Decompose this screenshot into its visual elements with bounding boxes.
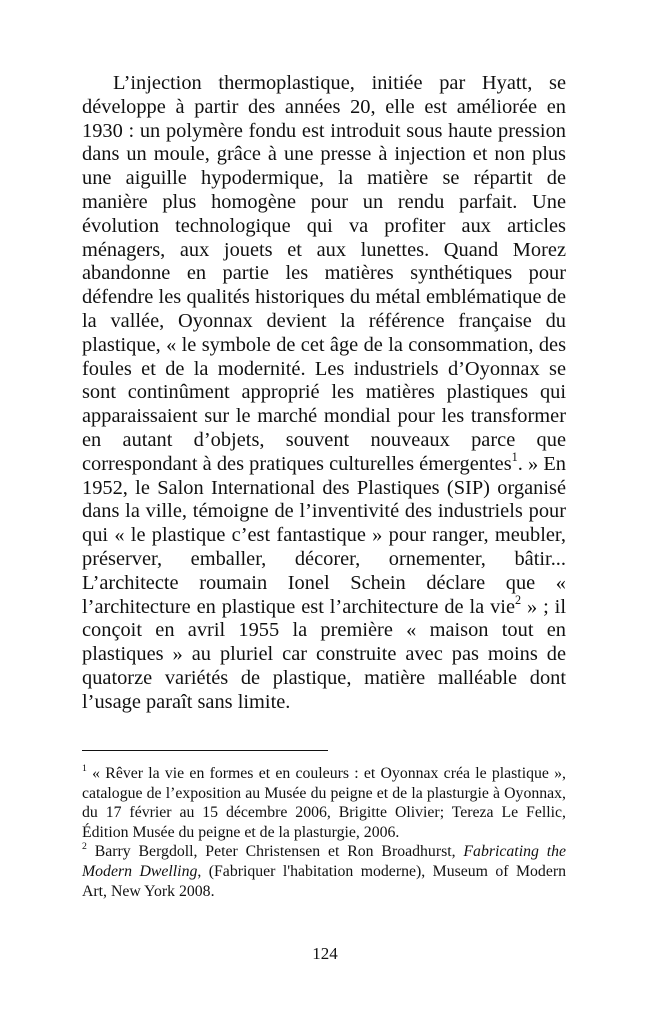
footnote-1-mark: 1 <box>82 763 87 775</box>
footnote-separator <box>82 750 328 751</box>
paragraph-text-part1: L’injection thermoplastique, initiée par Hyatt, se développe à partir des années 20, elle est améliorée en 1930 : un polymère fondu est introduit sous haute pression dans un moule, grâce à une presse à injection et non plus une aiguille hypodermique, la matière se répartit de manière plus homogène pour un rendu parfait. Une évolution technologique qui va profiter aux articles ménagers, aux jouets et aux lunettes. Quand Morez abandonne en partie les matières synthétiques pour défendre les qualités historiques du métal emblématique de la vallée, Oyonnax devient la référence française du plastique, « le symbole de cet âge de la consommation, des foules et de la modernité. Les industriels d’Oyonnax se sont continûment approprié les matières plastiques qui apparaissaient sur le marché mondial pour les transformer en autant d’objets, souvent nouveaux parce que correspondant à des pratiques culturelles émergentes <box>82 72 566 475</box>
footnote-2-title: Fabricating the Modern Dwelling <box>82 843 567 880</box>
paragraph-text-part2: . » En 1952, le Salon International des Plastiques (SIP) organisé dans la ville, témoigne de l’inventivité des industriels pour qui « le plastique c’est fantastique » pour ranger, meubler, préserver, emballer, décorer, ornementer, bâtir... L’architecte roumain Ionel Schein déclare que « l’architecture en plastique est l’architecture de la vie <box>82 452 566 618</box>
footnote-reference-1[interactable]: 1 <box>511 449 518 464</box>
footnote-1 <box>82 764 566 842</box>
body-paragraph <box>82 72 566 715</box>
footnote-2 <box>82 842 566 901</box>
footnote-2-text-after: , (Fabriquer l'habitation moderne), Museum of Modern Art, New York 2008. <box>82 862 566 900</box>
footnote-1-text: « Rêver la vie en formes et en couleurs : et Oyonnax créa le plastique », catalogue de l’exposition au Musée du peigne et de la plasturgie à Oyonnax, du 17 février au 15 décembre 2006, Brigitte Olivier; Tereza Le Fellic, Édition Musée du peigne et de la plasturgie, 2006. <box>82 765 566 841</box>
footnotes <box>82 764 566 901</box>
footnote-reference-2[interactable]: 2 <box>515 592 522 607</box>
page-number: 124 <box>312 944 338 963</box>
page-body <box>82 72 566 715</box>
paragraph-text-part3: » ; il conçoit en avril 1955 la première « maison tout en plastiques » au pluriel car construite avec pas moins de quatorze variétés de plastique, matière malléable dont l’usage paraît sans limite. <box>82 595 566 713</box>
footnote-2-mark: 2 <box>82 841 87 853</box>
footnote-2-text-before: Barry Bergdoll, Peter Christensen et Ron Broadhurst, <box>86 843 464 861</box>
